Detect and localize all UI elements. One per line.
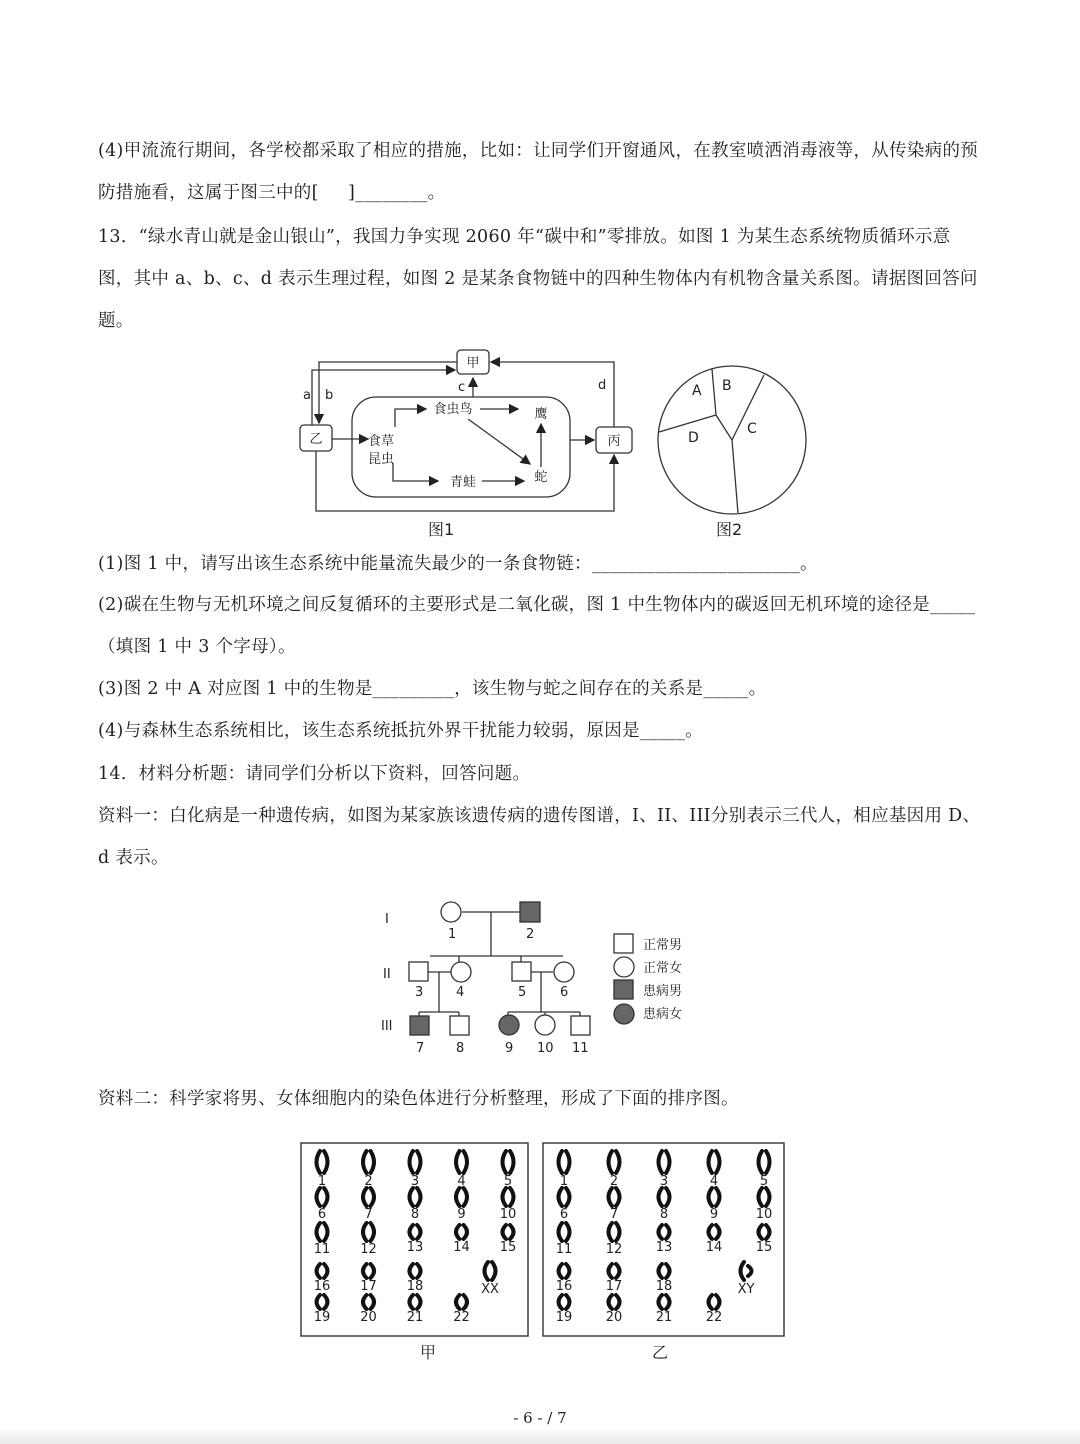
chromosome-number: 14 <box>453 1240 470 1255</box>
label-insect-1: 食草 <box>367 434 395 449</box>
question-14-intro: 14．材料分析题：请同学们分析以下资料，回答问题。 <box>98 764 531 784</box>
question-13-part-3: (3)图 2 中 A 对应图 1 中的生物是_________，该生物与蛇之间存在的关系是_____。 <box>98 679 767 699</box>
label-a: a <box>303 388 311 403</box>
generation-2-label: II <box>383 967 391 982</box>
chromosome-number: 18 <box>406 1279 424 1294</box>
sex-chromosome-label: XX <box>481 1282 499 1297</box>
pie-label-a: A <box>692 383 702 399</box>
label-jia: 甲 <box>466 356 480 371</box>
chromosome-number: 9 <box>709 1207 719 1222</box>
chromosome-number: 19 <box>555 1310 573 1325</box>
chromosome-number: 11 <box>555 1242 573 1257</box>
chromosome-number: 4 <box>709 1174 719 1189</box>
legend-normal-male-label: 正常男 <box>643 938 683 953</box>
person-3-normal-male <box>409 962 428 981</box>
chromosome-number: 14 <box>705 1240 723 1255</box>
chromosome-number: 19 <box>313 1310 331 1325</box>
label-snake: 蛇 <box>534 470 548 485</box>
chromosome-number: 11 <box>313 1242 331 1257</box>
legend-affected-male-label: 患病男 <box>643 984 683 999</box>
label-bing: 丙 <box>607 434 621 449</box>
chromosome-number: 6 <box>317 1207 327 1222</box>
person-2-affected-male <box>520 902 540 922</box>
label-d: d <box>598 378 607 393</box>
karyotype-male-caption: 乙 <box>652 1343 669 1362</box>
organic-matter-pie <box>652 360 812 520</box>
chromosome-number: 20 <box>605 1310 623 1325</box>
label-b: b <box>325 388 334 403</box>
chromosome-number: 1 <box>317 1174 327 1189</box>
chromosome-number: 13 <box>406 1240 424 1255</box>
chromosome-number: 21 <box>655 1310 673 1325</box>
chromosome-number: 7 <box>609 1207 619 1222</box>
pedigree-chart <box>375 890 710 1060</box>
question-12-part-4: (4)甲流流行期间，各学校都采取了相应的措施，比如：让同学们开窗通风，在教室喷洒消毒液等，从传染病的预防措施看，这属于图三中的[ ]________。 <box>98 141 979 203</box>
person-6-normal-female <box>554 962 574 982</box>
person-number: 3 <box>415 985 424 1000</box>
label-yi: 乙 <box>309 432 323 447</box>
person-number: 9 <box>505 1041 514 1056</box>
legend-normal-female-label: 正常女 <box>643 961 683 976</box>
chromosome-number: 17 <box>605 1279 623 1294</box>
chromosome-number: 4 <box>457 1174 466 1189</box>
chromosome-number: 5 <box>759 1174 769 1189</box>
chromosome-number: 7 <box>364 1207 373 1222</box>
question-13-part-1: (1)图 1 中，请写出该生态系统中能量流失最少的一条食物链：_______________________。 <box>98 554 818 574</box>
chromosome-number: 8 <box>659 1207 669 1222</box>
chromosome-number: 12 <box>605 1242 623 1257</box>
person-4-normal-female <box>451 962 471 982</box>
chromosome-number: 2 <box>364 1174 373 1189</box>
chromosome-number: 15 <box>755 1240 773 1255</box>
fig1-caption: 图1 <box>428 520 455 539</box>
person-number: 6 <box>560 985 569 1000</box>
chromosome-number: 15 <box>499 1240 517 1255</box>
question-13-part-4: (4)与森林生态系统相比，该生态系统抵抗外界干扰能力较弱，原因是_____。 <box>98 721 703 741</box>
sex-chromosome-label: XY <box>737 1282 755 1297</box>
chromosome-number: 8 <box>410 1207 420 1222</box>
person-7-affected-male <box>410 1016 429 1035</box>
question-13-part-2: (2)碳在生物与无机环境之间反复循环的主要形式是二氧化碳，图 1 中生物体内的碳返回无机环境的途径是_____（填图 1 中 3 个字母）。 <box>98 595 976 657</box>
legend-normal-male-icon <box>614 934 633 953</box>
question-13-intro: 13．“绿水青山就是金山银山”，我国力争实现 2060 年“碳中和”零排放。如图 1 为某生态系统物质循环示意图，其中 a、b、c、d 表示生理过程，如图 2 是某条食物链中的四种生物体内有机物含量关系图。请据图回答问题。 <box>98 227 978 331</box>
label-bird: 食虫鸟 <box>433 402 473 417</box>
label-insect-2: 昆虫 <box>367 452 395 467</box>
chromosome-number: 6 <box>559 1207 569 1222</box>
person-number: 10 <box>537 1041 554 1056</box>
fig2-caption: 图2 <box>716 520 743 539</box>
generation-1-label: I <box>385 912 389 927</box>
chromosome-number: 16 <box>555 1279 573 1294</box>
karyotype-male-panel <box>542 1142 786 1338</box>
legend-affected-male-icon <box>614 980 633 999</box>
chromosome-number: 17 <box>360 1279 377 1294</box>
pie-label-b: B <box>722 378 732 394</box>
karyotype-female-panel <box>300 1142 530 1338</box>
person-1-normal-female <box>441 902 461 922</box>
chromosome-number: 9 <box>457 1207 466 1222</box>
ecosystem-cycle-diagram <box>290 345 650 545</box>
person-8-normal-male <box>450 1016 469 1035</box>
person-number: 5 <box>518 985 527 1000</box>
person-number: 7 <box>416 1041 425 1056</box>
page-number: - 6 - / 7 <box>513 1409 567 1427</box>
chromosome-number: 16 <box>313 1279 331 1294</box>
chromosome-number: 22 <box>453 1310 470 1325</box>
generation-3-label: III <box>381 1019 393 1034</box>
legend-affected-female-label: 患病女 <box>643 1007 683 1022</box>
karyotype-female-caption: 甲 <box>420 1343 437 1362</box>
chromosome-number: 10 <box>755 1207 773 1222</box>
chromosome-number: 21 <box>406 1310 424 1325</box>
person-number: 11 <box>572 1041 589 1056</box>
person-11-normal-male <box>571 1016 590 1035</box>
person-number: 8 <box>456 1041 465 1056</box>
chromosome-number: 13 <box>655 1240 673 1255</box>
material-1: 资料一：白化病是一种遗传病，如图为某家族该遗传病的遗传图谱，I、II、III分别表示三代人，相应基因用 D、d 表示。 <box>98 806 981 868</box>
chromosome-number: 3 <box>410 1174 420 1189</box>
label-c: c <box>458 380 466 395</box>
person-5-normal-male <box>512 962 531 981</box>
material-2: 资料二：科学家将男、女体细胞内的染色体进行分析整理，形成了下面的排序图。 <box>98 1089 739 1109</box>
person-number: 1 <box>448 927 457 942</box>
pie-label-d: D <box>688 430 699 446</box>
chromosome-number: 22 <box>705 1310 723 1325</box>
chromosome-number: 10 <box>499 1207 517 1222</box>
person-number: 2 <box>526 927 535 942</box>
chromosome-number: 20 <box>360 1310 377 1325</box>
label-frog: 青蛙 <box>449 475 477 490</box>
page-bottom-shadow <box>0 1428 1080 1444</box>
chromosome-number: 2 <box>609 1174 619 1189</box>
label-eagle: 鹰 <box>534 407 548 422</box>
pie-label-c: C <box>747 421 757 437</box>
chromosome-number: 12 <box>360 1242 377 1257</box>
chromosome-number: 18 <box>655 1279 673 1294</box>
chromosome-number: 1 <box>559 1174 569 1189</box>
chromosome-number: 5 <box>503 1174 513 1189</box>
legend-affected-female-icon <box>614 1004 634 1024</box>
legend-normal-female-icon <box>614 957 634 977</box>
person-9-affected-female <box>499 1015 519 1035</box>
chromosome-number: 3 <box>659 1174 669 1189</box>
person-10-normal-female <box>535 1015 555 1035</box>
person-number: 4 <box>456 985 465 1000</box>
